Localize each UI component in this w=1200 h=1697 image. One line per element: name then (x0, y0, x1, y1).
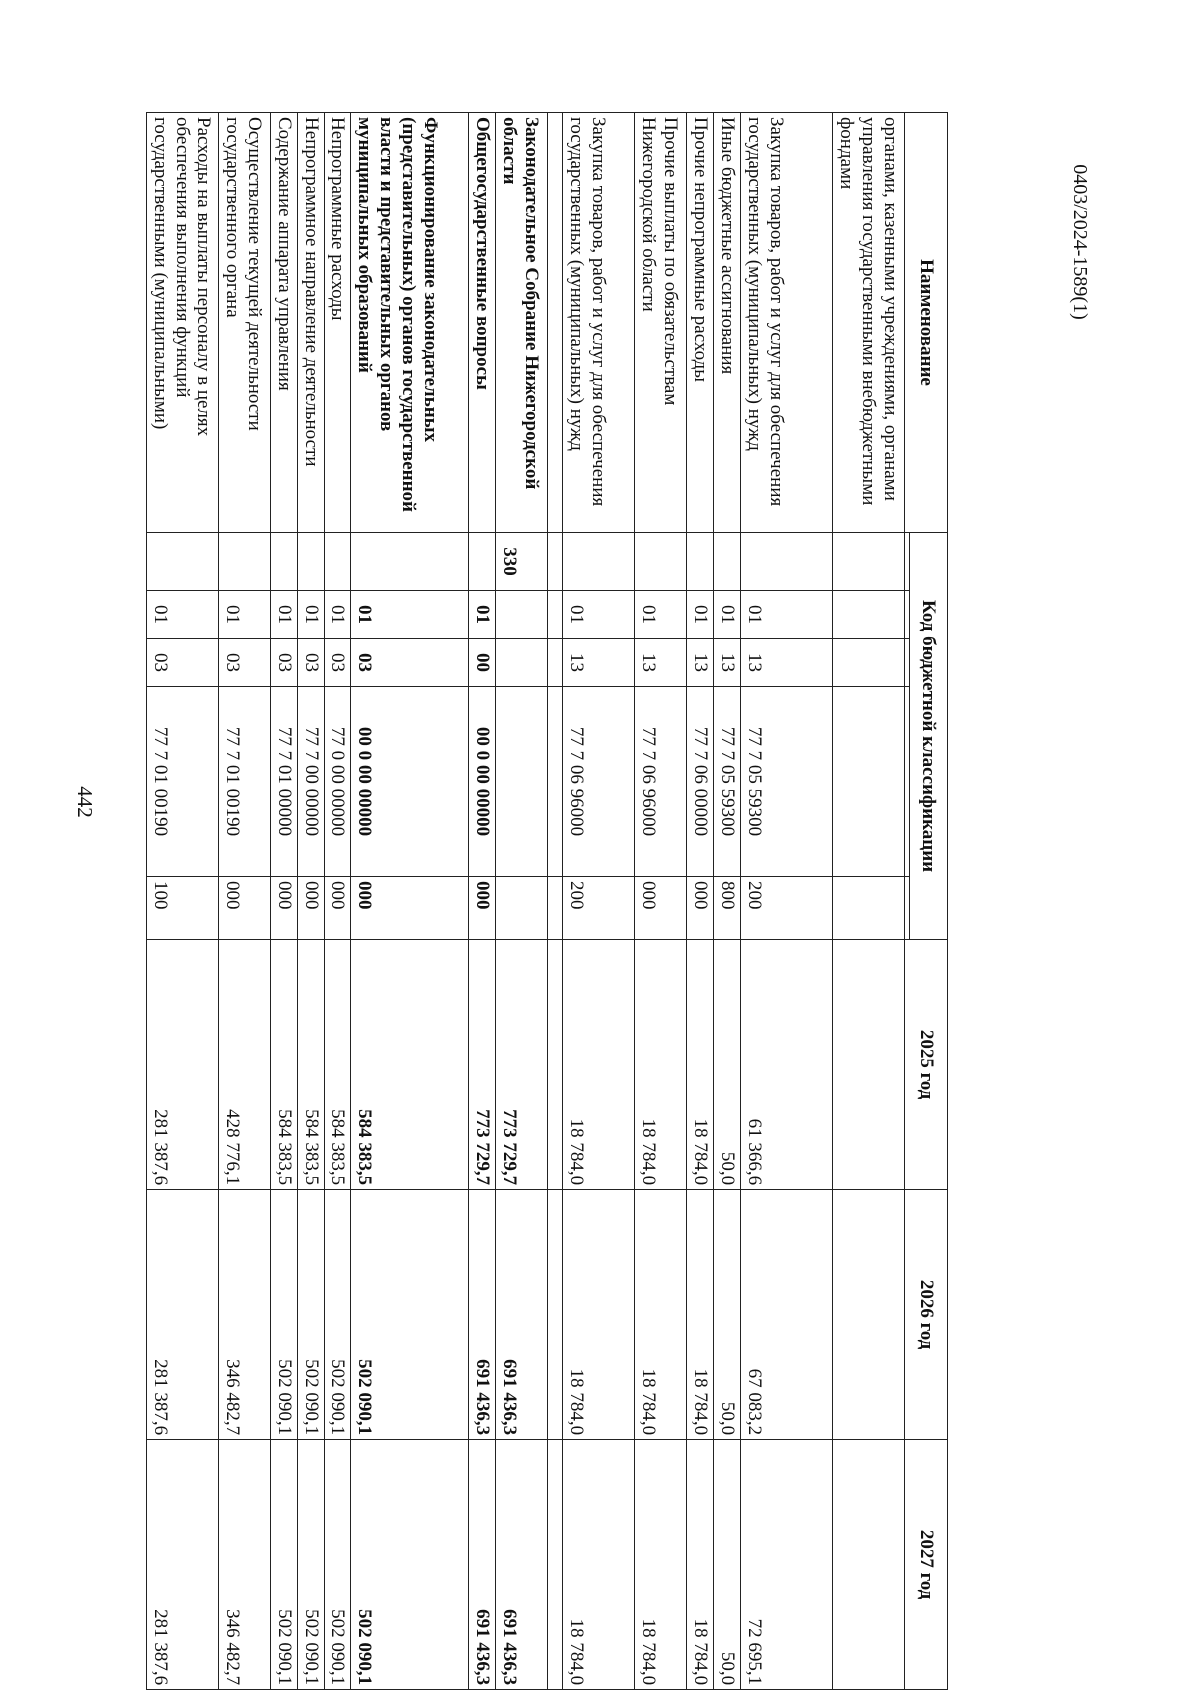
row-name: Прочие выплаты по обязательствам Нижегородской области (635, 113, 687, 533)
row-csr: 00 0 00 00000 (351, 687, 469, 877)
row-name: Непрограммные расходы (324, 113, 351, 533)
row-2027: 18 784,0 (635, 1440, 687, 1690)
row-2026: 502 090,1 (270, 1190, 297, 1440)
row-2025: 61 366,6 (741, 940, 833, 1190)
row-2026: 502 090,1 (351, 1190, 469, 1440)
row-2027: 346 482,7 (218, 1440, 270, 1690)
row-adm (469, 533, 496, 591)
column-header-code: Код бюджетной классификации (910, 533, 948, 940)
row-pr: 03 (324, 639, 351, 687)
row-csr: 77 7 01 00000 (270, 687, 297, 877)
row-2026: 18 784,0 (635, 1190, 687, 1440)
row-name: Прочие непрограммные расходы (687, 113, 714, 533)
row-2027 (833, 1440, 905, 1690)
budget-sheet (149, 112, 948, 1689)
row-pr: 03 (146, 639, 218, 687)
column-header-2026: 2026 год (905, 1190, 948, 1440)
row-vr: 000 (218, 877, 270, 940)
table-row (351, 113, 469, 1690)
row-name: Общегосударственные вопросы (469, 113, 496, 533)
row-csr: 00 0 00 00000 (469, 687, 496, 877)
row-rz: 01 (218, 591, 270, 639)
row-pr: 13 (563, 639, 635, 687)
row-vr: 000 (635, 877, 687, 940)
row-vr (496, 877, 548, 940)
page-number: 442 (73, 786, 97, 818)
table-row (146, 113, 218, 1690)
row-2027: 72 695,1 (741, 1440, 833, 1690)
table-row (270, 113, 297, 1690)
row-csr: 77 0 00 00000 (324, 687, 351, 877)
row-pr: 13 (635, 639, 687, 687)
row-rz: 01 (687, 591, 714, 639)
row-2026: 18 784,0 (563, 1190, 635, 1440)
row-2026: 346 482,7 (218, 1190, 270, 1440)
row-2025: 584 383,5 (324, 940, 351, 1190)
row-csr: 77 7 06 96000 (635, 687, 687, 877)
row-pr: 13 (714, 639, 741, 687)
row-name: Функционирование законодательных (представительных) органов государственной власти и представительных органов муниципальных образований (351, 113, 469, 533)
row-vr: 000 (324, 877, 351, 940)
table-row (635, 113, 687, 1690)
row-name: Иные бюджетные ассигнования (714, 113, 741, 533)
row-2026: 691 436,3 (496, 1190, 548, 1440)
table-row (297, 113, 324, 1690)
table-row (714, 113, 741, 1690)
row-csr: 77 7 06 00000 (687, 687, 714, 877)
row-2025: 584 383,5 (270, 940, 297, 1190)
row-rz: 01 (469, 591, 496, 639)
row-2027: 18 784,0 (687, 1440, 714, 1690)
row-2025: 18 784,0 (687, 940, 714, 1190)
row-rz: 01 (324, 591, 351, 639)
row-csr (833, 687, 905, 877)
row-name: органами, казенными учреждениями, органами управления государственными внебюджетными фондами (833, 113, 905, 533)
table-row (741, 113, 833, 1690)
row-name: Законодательное Собрание Нижегородской области (496, 113, 548, 533)
code-subheader-rz (905, 591, 910, 639)
column-header-2027: 2027 год (905, 1440, 948, 1690)
row-pr: 03 (351, 639, 469, 687)
row-2025: 773 729,7 (496, 940, 548, 1190)
row-rz: 01 (297, 591, 324, 639)
row-2027: 691 436,3 (496, 1440, 548, 1690)
row-vr: 000 (297, 877, 324, 940)
row-2025: 281 387,6 (146, 940, 218, 1190)
row-2027: 281 387,6 (146, 1440, 218, 1690)
row-rz: 01 (741, 591, 833, 639)
row-2025: 428 776,1 (218, 940, 270, 1190)
column-header-2025: 2025 год (905, 940, 948, 1190)
row-2026 (833, 1190, 905, 1440)
row-name: Закупка товаров, работ и услуг для обеспечения государственных (муниципальных) нужд (563, 113, 635, 533)
row-adm (146, 533, 218, 591)
row-rz (833, 591, 905, 639)
table-row (218, 113, 270, 1690)
row-2025: 584 383,5 (351, 940, 469, 1190)
row-2025: 773 729,7 (469, 940, 496, 1190)
document-code: 0403/2024-1589(1) (1069, 164, 1091, 320)
row-2027: 502 090,1 (351, 1440, 469, 1690)
row-2026: 281 387,6 (146, 1190, 218, 1440)
row-name: Непрограммное направление деятельности (297, 113, 324, 533)
row-pr: 13 (741, 639, 833, 687)
row-pr: 03 (218, 639, 270, 687)
row-name: Осуществление текущей деятельности государственного органа (218, 113, 270, 533)
row-name: Содержание аппарата управления (270, 113, 297, 533)
row-rz: 01 (635, 591, 687, 639)
row-2026: 502 090,1 (324, 1190, 351, 1440)
column-header-name: Наименование (905, 113, 948, 533)
row-vr: 000 (351, 877, 469, 940)
row-2025: 18 784,0 (635, 940, 687, 1190)
row-2027: 502 090,1 (324, 1440, 351, 1690)
row-rz: 01 (351, 591, 469, 639)
row-csr: 77 7 01 00190 (218, 687, 270, 877)
row-vr: 200 (741, 877, 833, 940)
row-vr: 800 (714, 877, 741, 940)
row-csr: 77 7 01 00190 (146, 687, 218, 877)
row-2027: 18 784,0 (563, 1440, 635, 1690)
row-2026: 502 090,1 (297, 1190, 324, 1440)
row-adm: 330 (496, 533, 548, 591)
code-subheader-adm (905, 533, 910, 591)
row-vr: 200 (563, 877, 635, 940)
row-vr: 000 (687, 877, 714, 940)
code-subheader-csr (905, 687, 910, 877)
row-csr: 77 7 05 59300 (714, 687, 741, 877)
row-rz (496, 591, 548, 639)
row-adm (833, 533, 905, 591)
row-pr (496, 639, 548, 687)
row-adm (563, 533, 635, 591)
table-spacer-row (548, 113, 563, 1690)
row-adm (687, 533, 714, 591)
row-2027: 691 436,3 (469, 1440, 496, 1690)
table-row (833, 113, 905, 1690)
row-csr: 77 7 00 00000 (297, 687, 324, 877)
row-2025: 50,0 (714, 940, 741, 1190)
row-csr: 77 7 06 96000 (563, 687, 635, 877)
table-row (687, 113, 714, 1690)
row-vr: 100 (146, 877, 218, 940)
row-adm (351, 533, 469, 591)
row-rz: 01 (146, 591, 218, 639)
row-2025: 18 784,0 (563, 940, 635, 1190)
row-2026: 18 784,0 (687, 1190, 714, 1440)
code-subheader-pr (905, 639, 910, 687)
row-name: Расходы на выплаты персоналу в целях обеспечения выполнения функций государственными (муниципальными) (146, 113, 218, 533)
row-csr: 77 7 05 59300 (741, 687, 833, 877)
row-2025 (833, 940, 905, 1190)
table-row (496, 113, 548, 1690)
table-row (469, 113, 496, 1690)
row-pr: 03 (297, 639, 324, 687)
row-pr: 00 (469, 639, 496, 687)
row-adm (218, 533, 270, 591)
row-2027: 50,0 (714, 1440, 741, 1690)
row-vr: 000 (469, 877, 496, 940)
row-vr: 000 (270, 877, 297, 940)
table-row (324, 113, 351, 1690)
row-rz: 01 (563, 591, 635, 639)
budget-table (146, 112, 948, 1690)
row-2026: 50,0 (714, 1190, 741, 1440)
row-csr (496, 687, 548, 877)
row-2027: 502 090,1 (297, 1440, 324, 1690)
row-adm (324, 533, 351, 591)
row-adm (635, 533, 687, 591)
row-adm (741, 533, 833, 591)
row-rz: 01 (270, 591, 297, 639)
row-2025: 584 383,5 (297, 940, 324, 1190)
row-vr (833, 877, 905, 940)
row-2026: 67 083,2 (741, 1190, 833, 1440)
table-row (563, 113, 635, 1690)
row-2027: 502 090,1 (270, 1440, 297, 1690)
row-name: Закупка товаров, работ и услуг для обеспечения государственных (муниципальных) нужд (741, 113, 833, 533)
row-adm (270, 533, 297, 591)
row-rz: 01 (714, 591, 741, 639)
code-subheader-vr (905, 877, 910, 940)
row-adm (297, 533, 324, 591)
row-pr: 03 (270, 639, 297, 687)
row-pr (833, 639, 905, 687)
row-pr: 13 (687, 639, 714, 687)
row-2026: 691 436,3 (469, 1190, 496, 1440)
row-adm (714, 533, 741, 591)
